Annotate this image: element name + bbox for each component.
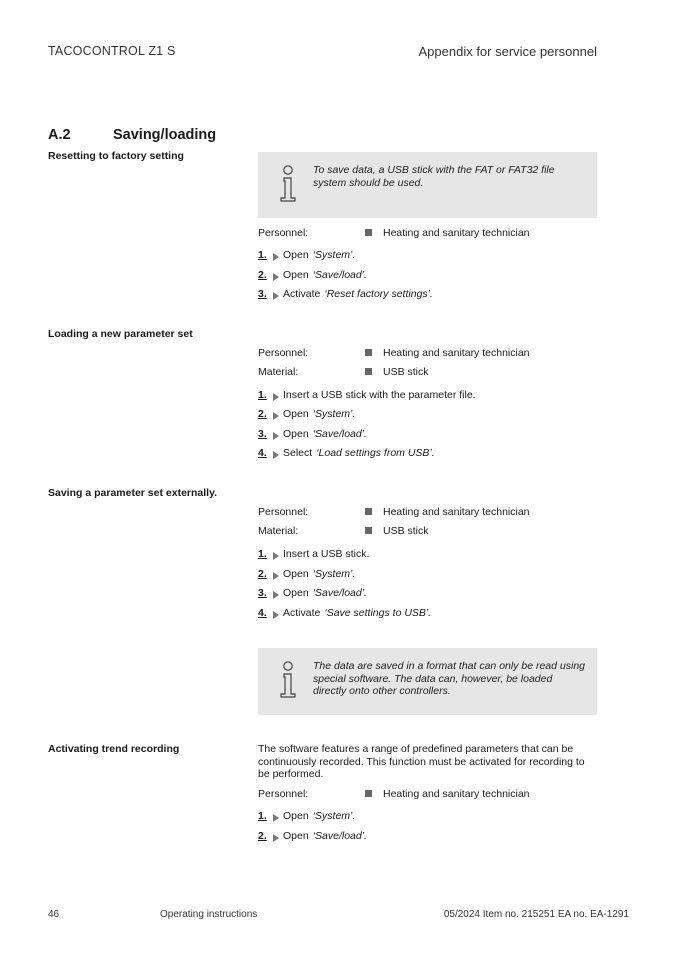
step-verb: Open: [283, 428, 309, 440]
step-verb: Open: [283, 810, 309, 822]
step-number: 3.: [258, 428, 267, 440]
personnel-label: Personnel:: [258, 347, 309, 359]
footer-page-number: 46: [48, 909, 60, 920]
step-object: ‘System’.: [312, 249, 356, 261]
step-item: [258, 586, 367, 600]
step-object: ‘Save/load’.: [312, 587, 367, 599]
step-item: [258, 427, 367, 441]
step-number: 1.: [258, 389, 267, 401]
step-item: [258, 829, 367, 843]
personnel-value: Heating and sanitary technician: [383, 347, 530, 359]
step-number: 4.: [258, 447, 267, 459]
heading-save: Saving a parameter set externally.: [48, 487, 218, 499]
step-number: 2.: [258, 830, 267, 842]
step-arrow-icon: [273, 591, 279, 599]
step-verb: Select: [283, 447, 313, 459]
step-verb: Open: [283, 408, 309, 420]
step-verb: Open: [283, 568, 309, 580]
step-object: ‘Save/load’.: [312, 269, 367, 281]
header-section: Appendix for service personnel: [418, 44, 597, 59]
material-label: Material:: [258, 366, 299, 378]
bullet-square: [365, 368, 372, 375]
step-item: [258, 287, 433, 301]
step-number: 1.: [258, 548, 267, 560]
step-object: ‘Save/load’.: [312, 428, 367, 440]
step-item: [258, 567, 355, 581]
step-arrow-icon: [273, 292, 279, 300]
step-verb: Open: [283, 830, 309, 842]
step-object: ‘Save/load’.: [312, 830, 367, 842]
info-icon: [276, 661, 300, 699]
step-arrow-icon: [273, 552, 279, 560]
step-arrow-icon: [273, 834, 279, 842]
step-arrow-icon: [273, 451, 279, 459]
info-note-format: [258, 648, 597, 715]
step-verb: Open: [283, 269, 309, 281]
step-number: 2.: [258, 408, 267, 420]
step-number: 1.: [258, 810, 267, 822]
step-arrow-icon: [273, 273, 279, 281]
step-object: ‘Load settings from USB’.: [316, 447, 435, 459]
bullet-square: [365, 790, 372, 797]
step-object: ‘System’.: [312, 810, 356, 822]
note-text: The data are saved in a format that can only be read using special software. The data can, however, be loaded directly onto other controllers.: [313, 660, 586, 697]
step-number: 2.: [258, 568, 267, 580]
step-arrow-icon: [273, 611, 279, 619]
step-item: [258, 388, 480, 402]
trend-paragraph: The software features a range of predefined parameters that can be continuously recorded. This function must be activated for recording to be performed.: [258, 743, 585, 780]
personnel-label: Personnel:: [258, 788, 309, 800]
step-item: [258, 407, 355, 421]
step-verb: Insert a USB stick with the parameter file.: [283, 389, 476, 401]
heading-load: Loading a new parameter set: [48, 328, 193, 340]
step-number: 3.: [258, 587, 267, 599]
bullet-square: [365, 508, 372, 515]
step-number: 4.: [258, 607, 267, 619]
step-arrow-icon: [273, 412, 279, 420]
step-object: ‘Reset factory settings’.: [324, 288, 433, 300]
step-item: [258, 248, 355, 262]
section-title: Saving/loading: [113, 127, 217, 143]
info-note-usb: [258, 152, 597, 218]
step-arrow-icon: [273, 814, 279, 822]
personnel-label: Personnel:: [258, 506, 309, 518]
personnel-value: Heating and sanitary technician: [383, 788, 530, 800]
step-verb: Insert a USB stick.: [283, 548, 370, 560]
header-product: TACOCONTROL Z1 S: [48, 44, 176, 58]
step-verb: Open: [283, 587, 309, 599]
material-label: Material:: [258, 525, 299, 537]
footer-item-info: 05/2024 Item no. 215251 EA no. EA-1291: [443, 909, 629, 920]
section-number: A.2: [48, 127, 71, 143]
heading-reset: Resetting to factory setting: [48, 150, 184, 162]
step-item: [258, 446, 435, 460]
material-value: USB stick: [383, 366, 429, 378]
step-object: ‘System’.: [312, 568, 356, 580]
step-item: [258, 809, 355, 823]
step-verb: Activate: [283, 288, 321, 300]
step-number: 2.: [258, 269, 267, 281]
step-item: [258, 268, 367, 282]
info-icon: [276, 165, 300, 203]
step-arrow-icon: [273, 253, 279, 261]
material-value: USB stick: [383, 525, 429, 537]
step-item: [258, 606, 431, 620]
footer-doc-type: Operating instructions: [160, 909, 258, 920]
step-verb: Activate: [283, 607, 321, 619]
personnel-value: Heating and sanitary technician: [383, 506, 530, 518]
step-arrow-icon: [273, 393, 279, 401]
heading-trend: Activating trend recording: [48, 743, 180, 755]
bullet-square: [365, 229, 372, 236]
step-verb: Open: [283, 249, 309, 261]
step-object: ‘System’.: [312, 408, 356, 420]
step-arrow-icon: [273, 432, 279, 440]
personnel-value: Heating and sanitary technician: [383, 227, 530, 239]
note-text: To save data, a USB stick with the FAT or FAT32 file system should be used.: [313, 164, 555, 189]
step-number: 3.: [258, 288, 267, 300]
personnel-label: Personnel:: [258, 227, 309, 239]
step-number: 1.: [258, 249, 267, 261]
bullet-square: [365, 527, 372, 534]
step-arrow-icon: [273, 572, 279, 580]
step-item: [258, 547, 373, 561]
step-object: ‘Save settings to USB’.: [324, 607, 432, 619]
bullet-square: [365, 349, 372, 356]
